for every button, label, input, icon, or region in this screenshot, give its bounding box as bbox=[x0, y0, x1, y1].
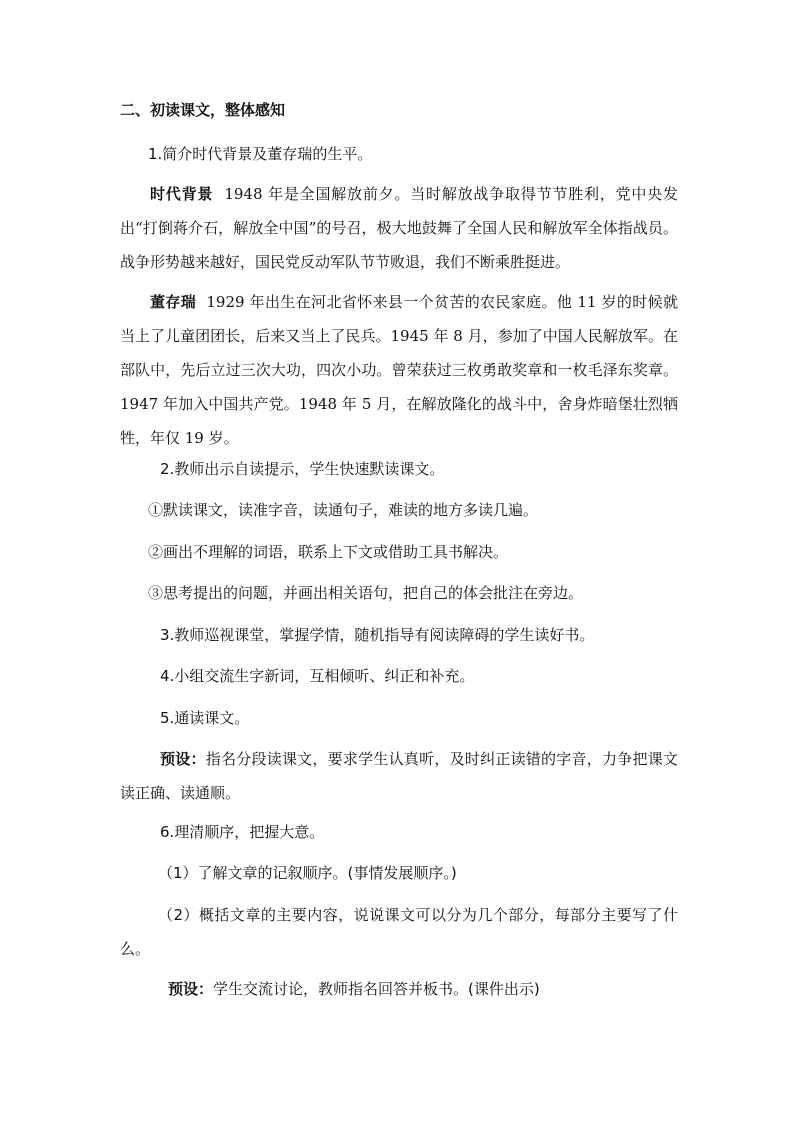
preset-paragraph-1 bbox=[120, 742, 678, 810]
dong-label: 董存瑞 bbox=[150, 293, 197, 311]
dong-paragraph bbox=[120, 285, 678, 455]
background-paragraph bbox=[120, 177, 678, 279]
dong-text: 1929 年出生在河北省怀来县一个贫苦的农民家庭。他 11 岁的时候就当上了儿童团团长，后来又当上了民兵。1945 年 8 月，参加了中国人民解放军。在部队中，先后立过三次大功，四次小功。曾荣获过三枚勇敢奖章和一枚毛泽东奖章。1947 年加入中国共产党。1948 年 5 月，在解放隆化的战斗中，舍身炸暗堡壮烈牺牲，年仅 19 岁。 bbox=[120, 293, 678, 447]
preset-paragraph-2 bbox=[168, 972, 728, 1006]
background-label: 时代背景 bbox=[150, 185, 214, 203]
item-1: 1.简介时代背景及董存瑞的生平。 bbox=[148, 145, 373, 163]
item-6: 6.理清顺序，把握大意。 bbox=[160, 823, 325, 841]
tip-1: ①默读课文，读准字音，读通句子，难读的地方多读几遍。 bbox=[148, 501, 539, 519]
preset-label-2: 预设： bbox=[168, 980, 214, 998]
item-5: 5.通读课文。 bbox=[160, 709, 250, 727]
item-2: 2.教师出示自读提示，学生快速默读课文。 bbox=[160, 460, 445, 478]
preset-text-2: 学生交流讨论，教师指名回答并板书。(课件出示) bbox=[213, 980, 540, 998]
tip-2: ②画出不理解的词语，联系上下文或借助工具书解决。 bbox=[148, 543, 509, 561]
item-4: 4.小组交流生字新词，互相倾听、纠正和补充。 bbox=[160, 667, 475, 685]
tip-3: ③思考提出的问题，并画出相关语句，把自己的体会批注在旁边。 bbox=[148, 584, 584, 602]
preset-label-1: 预设： bbox=[160, 750, 206, 768]
background-text: 1948 年是全国解放前夕。当时解放战争取得节节胜利，党中央发出“打倒蒋介石，解放全中国”的号召，极大地鼓舞了全国人民和解放军全体指战员。战争形势越来越好，国民党反动军队节节败退，我们不断乘胜挺进。 bbox=[120, 185, 678, 271]
item-3: 3.教师巡视课堂，掌握学情，随机指导有阅读障碍的学生读好书。 bbox=[160, 626, 595, 644]
sub-item-2: （2）概括文章的主要内容，说说课文可以分为几个部分，每部分主要写了什么。 bbox=[120, 906, 678, 958]
section-heading: 二、初读课文，整体感知 bbox=[120, 101, 286, 119]
sub-item-1: （1）了解文章的记叙顺序。(事情发展顺序。) bbox=[158, 864, 457, 882]
preset-text-1: 指名分段读课文，要求学生认真听，及时纠正读错的字音，力争把课文读正确、读通顺。 bbox=[120, 750, 678, 802]
